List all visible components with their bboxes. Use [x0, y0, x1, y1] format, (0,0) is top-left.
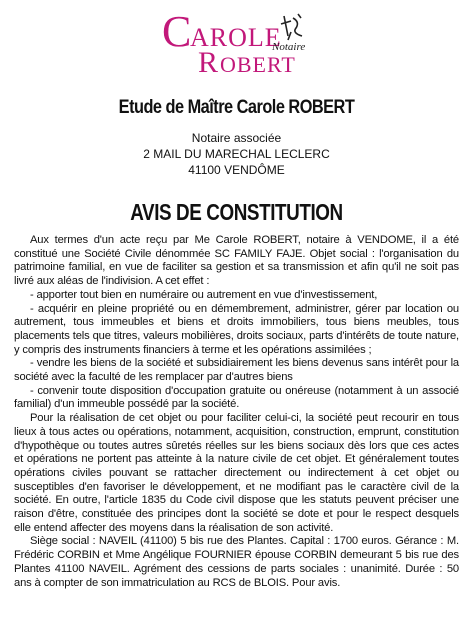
address-line: Notaire associée — [191, 131, 282, 145]
firm-header — [0, 96, 473, 178]
address-line: 2 MAIL DU MARECHAL LECLERC — [143, 147, 330, 161]
notice-paragraph: Pour la réalisation de cet objet ou pour faciliter celui-ci, la société peut recourir en tous lieux à tous actes ou opérations, notamment, acquisition, construction, emprunt, constitution d'hypothèque ou toutes autres sûretés réelles sur les biens sociaux dès lors que ces actes et opérations ne portent pas atteinte à la nature civile de cet objet. Et généralement toutes opérations civiles pouvant se rattacher directement ou indirectement à cet objet ou susceptibles d'en favoriser le développement, et ne modifiant pas le caractère civil de la société. En outre, l'article 1835 du Code civil dispose que les statuts peuvent préciser une raison d'être, constituée des principes dont la société se dote et pour le respect desquels elle entend affecter des moyens dans la réalisation de son activité. — [14, 412, 459, 534]
notice-paragraph: - convenir toute disposition d'occupation gratuite ou onéreuse (notamment à un associé familial) d'un immeuble possédé par la société. — [14, 384, 459, 411]
notice-body — [14, 234, 459, 590]
notice-paragraph: Aux termes d'un acte reçu par Me Carole ROBERT, notaire à VENDOME, il a été constitué une Société Civile dénommée SC FAMILY FAJE. Objet social : l'organisation du patrimoine familial, en vue de faciliter sa gestion et sa transmission et afin qu'il ne soit pas livré aux aléas de l'indivision. A cet effet : — [14, 234, 459, 288]
notice-title: AVIS DE CONSTITUTION — [130, 199, 343, 225]
logo-initial-r: R — [198, 46, 219, 76]
notice-paragraph: - acquérir en pleine propriété ou en démembrement, administrer, gérer par location ou autrement, tous immeubles et biens et droits immobiliers, tous biens meubles, tous placements tels que titres, valeurs mobilières, droits sociaux, parts d'intérêts de toute nature, y compris des instruments financiers à terme et les opérations assimilées ; — [14, 302, 459, 356]
logo — [160, 6, 320, 76]
logo-text-obert: OBERT — [220, 52, 296, 76]
address-line: 41100 VENDÔME — [188, 163, 285, 177]
logo-text-arole: AROLE — [190, 23, 282, 52]
logo-initial-c: C — [162, 7, 192, 56]
logo-ornament-icon — [281, 14, 302, 40]
firm-name: Etude de Maître Carole ROBERT — [118, 97, 355, 118]
logo-subtitle: Notaire — [272, 41, 306, 53]
firm-address — [0, 130, 473, 178]
logo-graphic — [160, 6, 320, 76]
notice-paragraph: - apporter tout bien en numéraire ou autrement en vue d'investissement, — [30, 288, 378, 301]
notice-paragraph: Siège social : NAVEIL (41100) 5 bis rue des Plantes. Capital : 1700 euros. Gérance : M. Frédéric CORBIN et Mme Angélique FOURNIER épouse CORBIN demeurant 5 bis rue des Plantes 41100 NAVEIL. Agrément des cessions de parts sociales : unanimité. Durée : 50 ans à compter de son immatriculation au RCS de BLOIS. Pour avis. — [14, 535, 459, 589]
notice-paragraph: - vendre les biens de la société et subsidiairement les biens devenus sans intérêt pour la société avec la faculté de les remplacer par d'autres biens — [14, 357, 459, 384]
